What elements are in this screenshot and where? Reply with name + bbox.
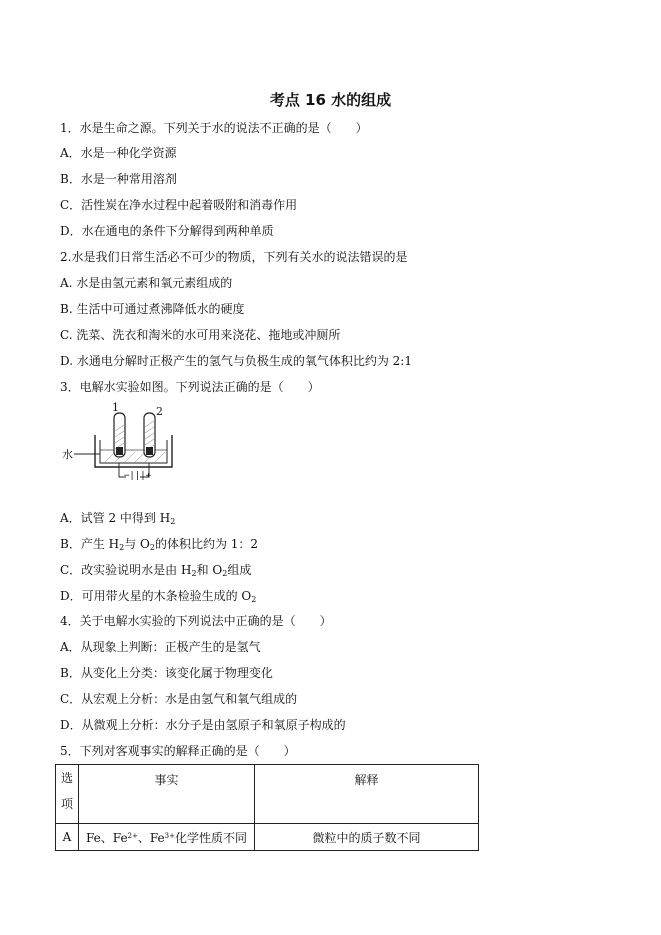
superscript: 3+: [164, 831, 175, 840]
q3-option-a: [60, 511, 175, 529]
row-option: A: [56, 824, 79, 851]
table-header-row: [56, 765, 479, 824]
q2-option-a: A. 水是由氢元素和氧元素组成的: [60, 276, 233, 290]
q3-option-d: [60, 589, 256, 607]
q1-option-d: D．水在通电的条件下分解得到两种单质: [60, 224, 274, 238]
q2-option-d: D. 水通电分解时正极产生的氢气与负极生成的氧气体积比约为 2:1: [60, 354, 412, 368]
q2-stem: 2.水是我们日常生活必不可少的物质，下列有关水的说法错误的是: [60, 250, 408, 264]
tube-1-label: 1: [112, 401, 119, 414]
subscript: 2: [119, 543, 125, 552]
superscript: 2+: [127, 831, 138, 840]
q3-option-b-text: 与 O: [124, 537, 150, 551]
q1-stem: 1．水是生命之源。下列关于水的说法不正确的是（ ）: [60, 121, 368, 135]
electrolysis-apparatus-icon: [60, 407, 180, 497]
electrolysis-diagram: [60, 401, 180, 497]
q3-option-d-text: D．可用带火星的木条检验生成的 O: [60, 589, 252, 603]
page-title: 考点 16 水的组成: [269, 91, 392, 109]
q2-option-c: C. 洗菜、洗衣和淘米的水可用来浇花、拖地或冲厕所: [60, 328, 341, 342]
fact-explanation-table: [55, 764, 479, 851]
q1-option-c: C．活性炭在净水过程中起着吸附和消毒作用: [60, 198, 298, 212]
row-fact-text: 、Fe: [137, 830, 165, 845]
row-explanation: 微粒中的质子数不同: [255, 824, 479, 851]
q3-option-b-text: B．产生 H: [60, 537, 120, 551]
q4-option-c: C．从宏观上分析：水是由氢气和氧气组成的: [60, 692, 298, 706]
q1-option-a: A．水是一种化学资源: [60, 146, 177, 160]
q1-option-b: B．水是一种常用溶剂: [60, 172, 177, 186]
q3-stem: 3．电解水实验如图。下列说法正确的是（ ）: [60, 380, 320, 394]
header-explanation: 解释: [255, 765, 479, 824]
row-fact: [79, 824, 255, 851]
subscript: 2: [170, 517, 176, 526]
q3-option-c-text: 组成: [227, 563, 252, 577]
header-option-line-1: 选: [60, 771, 73, 785]
q3-option-c: [60, 563, 251, 581]
row-fact-text: 化学性质不同: [174, 830, 247, 845]
header-option: [56, 765, 79, 824]
tube-2-label: 2: [156, 405, 163, 418]
table-row: [56, 824, 479, 851]
header-fact: 事实: [79, 765, 255, 824]
subscript: 2: [251, 595, 257, 604]
header-option-line-2: 项: [60, 797, 73, 811]
q4-option-d: D．从微观上分析：水分子是由氢原子和氧原子构成的: [60, 718, 346, 732]
q4-option-b: B．从变化上分类：该变化属于物理变化: [60, 666, 273, 680]
q3-option-b: [60, 537, 258, 555]
q4-stem: 4．关于电解水实验的下列说法中正确的是（ ）: [60, 614, 332, 628]
battery-label: −|||+: [124, 471, 152, 481]
q5-stem: 5．下列对客观事实的解释正确的是（ ）: [60, 744, 296, 758]
q3-option-b-text: 的体积比约为 1：2: [154, 537, 259, 551]
q3-option-c-text: 和 O: [196, 563, 223, 577]
subscript: 2: [222, 569, 228, 578]
q3-option-a-text: A．试管 2 中得到 H: [60, 511, 171, 525]
subscript: 2: [191, 569, 197, 578]
subscript: 2: [149, 543, 155, 552]
q4-option-a: A．从现象上判断：正极产生的是氢气: [60, 640, 261, 654]
row-fact-text: Fe、Fe: [86, 830, 128, 845]
q2-option-b: B. 生活中可通过煮沸降低水的硬度: [60, 302, 245, 316]
q3-option-c-text: C．改实验说明水是由 H: [60, 563, 192, 577]
water-label: 水: [62, 448, 73, 461]
